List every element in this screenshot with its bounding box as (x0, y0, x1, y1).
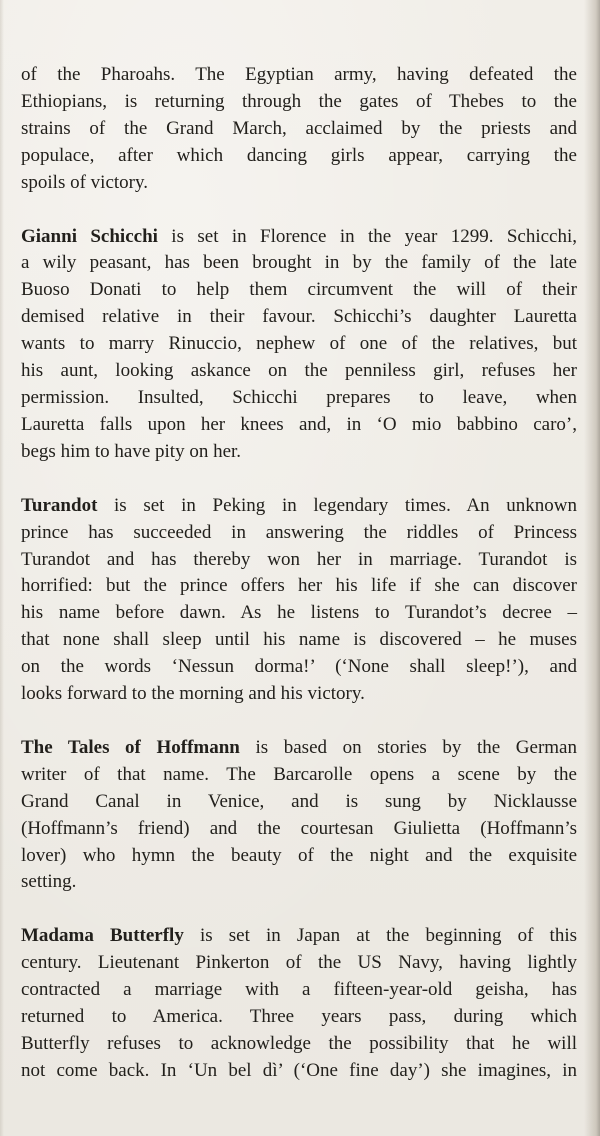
opera-title: Turandot (21, 494, 98, 516)
text-line: begs him to have pity on her. (21, 440, 242, 462)
text-line: Ethiopians, is returning through the gates of Thebes to the (21, 90, 577, 112)
paragraph-turandot (21, 493, 577, 708)
text-line: Grand Canal in Venice, and is sung by Nicklausse (21, 790, 577, 812)
text-line: his name before dawn. As he listens to Turandot’s decree – (21, 602, 577, 624)
text-line: of the Pharoahs. The Egyptian army, having defeated the (21, 64, 577, 85)
text-line: strains of the Grand March, acclaimed by the priests and (21, 117, 577, 139)
text-line: his aunt, looking askance on the penniless girl, refuses her (21, 360, 577, 382)
text-line: Turandot is set in Peking in legendary times. An unknown (21, 494, 577, 516)
text-line: contracted a marriage with a fifteen-year-old geisha, has (21, 979, 577, 1001)
synopsis-text (21, 62, 577, 1112)
text-line: returned to America. Three years pass, during which (21, 1006, 577, 1028)
text-line: Turandot and has thereby won her in marriage. Turandot is (21, 548, 577, 570)
text-line: Madama Butterfly is set in Japan at the beginning of this (21, 925, 577, 947)
opera-title: Gianni Schicchi (21, 225, 158, 247)
text-line: prince has succeeded in answering the riddles of Princess (21, 521, 577, 543)
opera-title: Madama Butterfly (21, 925, 184, 947)
text-line: on the words ‘Nessun dorma!’ (‘None shall sleep!’), and (21, 656, 577, 678)
text-line: populace, after which dancing girls appear, carrying the (21, 144, 577, 166)
text-line: setting. (21, 871, 77, 893)
text-line: permission. Insulted, Schicchi prepares to leave, when (21, 386, 577, 408)
text-line: a wily peasant, has been brought in by the family of the late (21, 252, 577, 274)
text-line: century. Lieutenant Pinkerton of the US Navy, having lightly (21, 952, 577, 974)
text-line: demised relative in their favour. Schicchi’s daughter Lauretta (21, 306, 577, 328)
text-line: looks forward to the morning and his victory. (21, 683, 365, 705)
paragraph-madama-butterfly (21, 923, 577, 1084)
text-line: Butterfly refuses to acknowledge the possibility that he will (21, 1033, 577, 1054)
text-line: that none shall sleep until his name is discovered – he muses (21, 629, 577, 651)
text-line: The Tales of Hoffmann is based on stories by the German (21, 736, 577, 758)
text-line: Gianni Schicchi is set in Florence in the year 1299. Schicchi, (21, 225, 578, 247)
text-line: horrified: but the prince offers her his life if she can discover (21, 575, 577, 597)
paragraph-aida (21, 62, 577, 197)
paragraph-tales-of-hoffmann (21, 735, 577, 896)
opera-title: The Tales of Hoffmann (21, 736, 240, 758)
text-line: wants to marry Rinuccio, nephew of one of the relatives, but (21, 333, 577, 355)
text-line: writer of that name. The Barcarolle opens a scene by the (21, 763, 577, 785)
paragraph-gianni-schicchi (21, 224, 577, 466)
text-line: not come back. In ‘Un bel dì’ (‘One fine day’) she imagines, in (21, 1059, 577, 1081)
text-line: lover) who hymn the beauty of the night and the exquisite (21, 844, 577, 866)
text-line: Lauretta falls upon her knees and, in ‘O mio babbino caro’, (21, 413, 577, 435)
text-line: Buoso Donati to help them circumvent the will of their (21, 279, 577, 301)
text-line: spoils of victory. (21, 171, 149, 193)
text-line: (Hoffmann’s friend) and the courtesan Giulietta (Hoffmann’s (21, 817, 577, 839)
